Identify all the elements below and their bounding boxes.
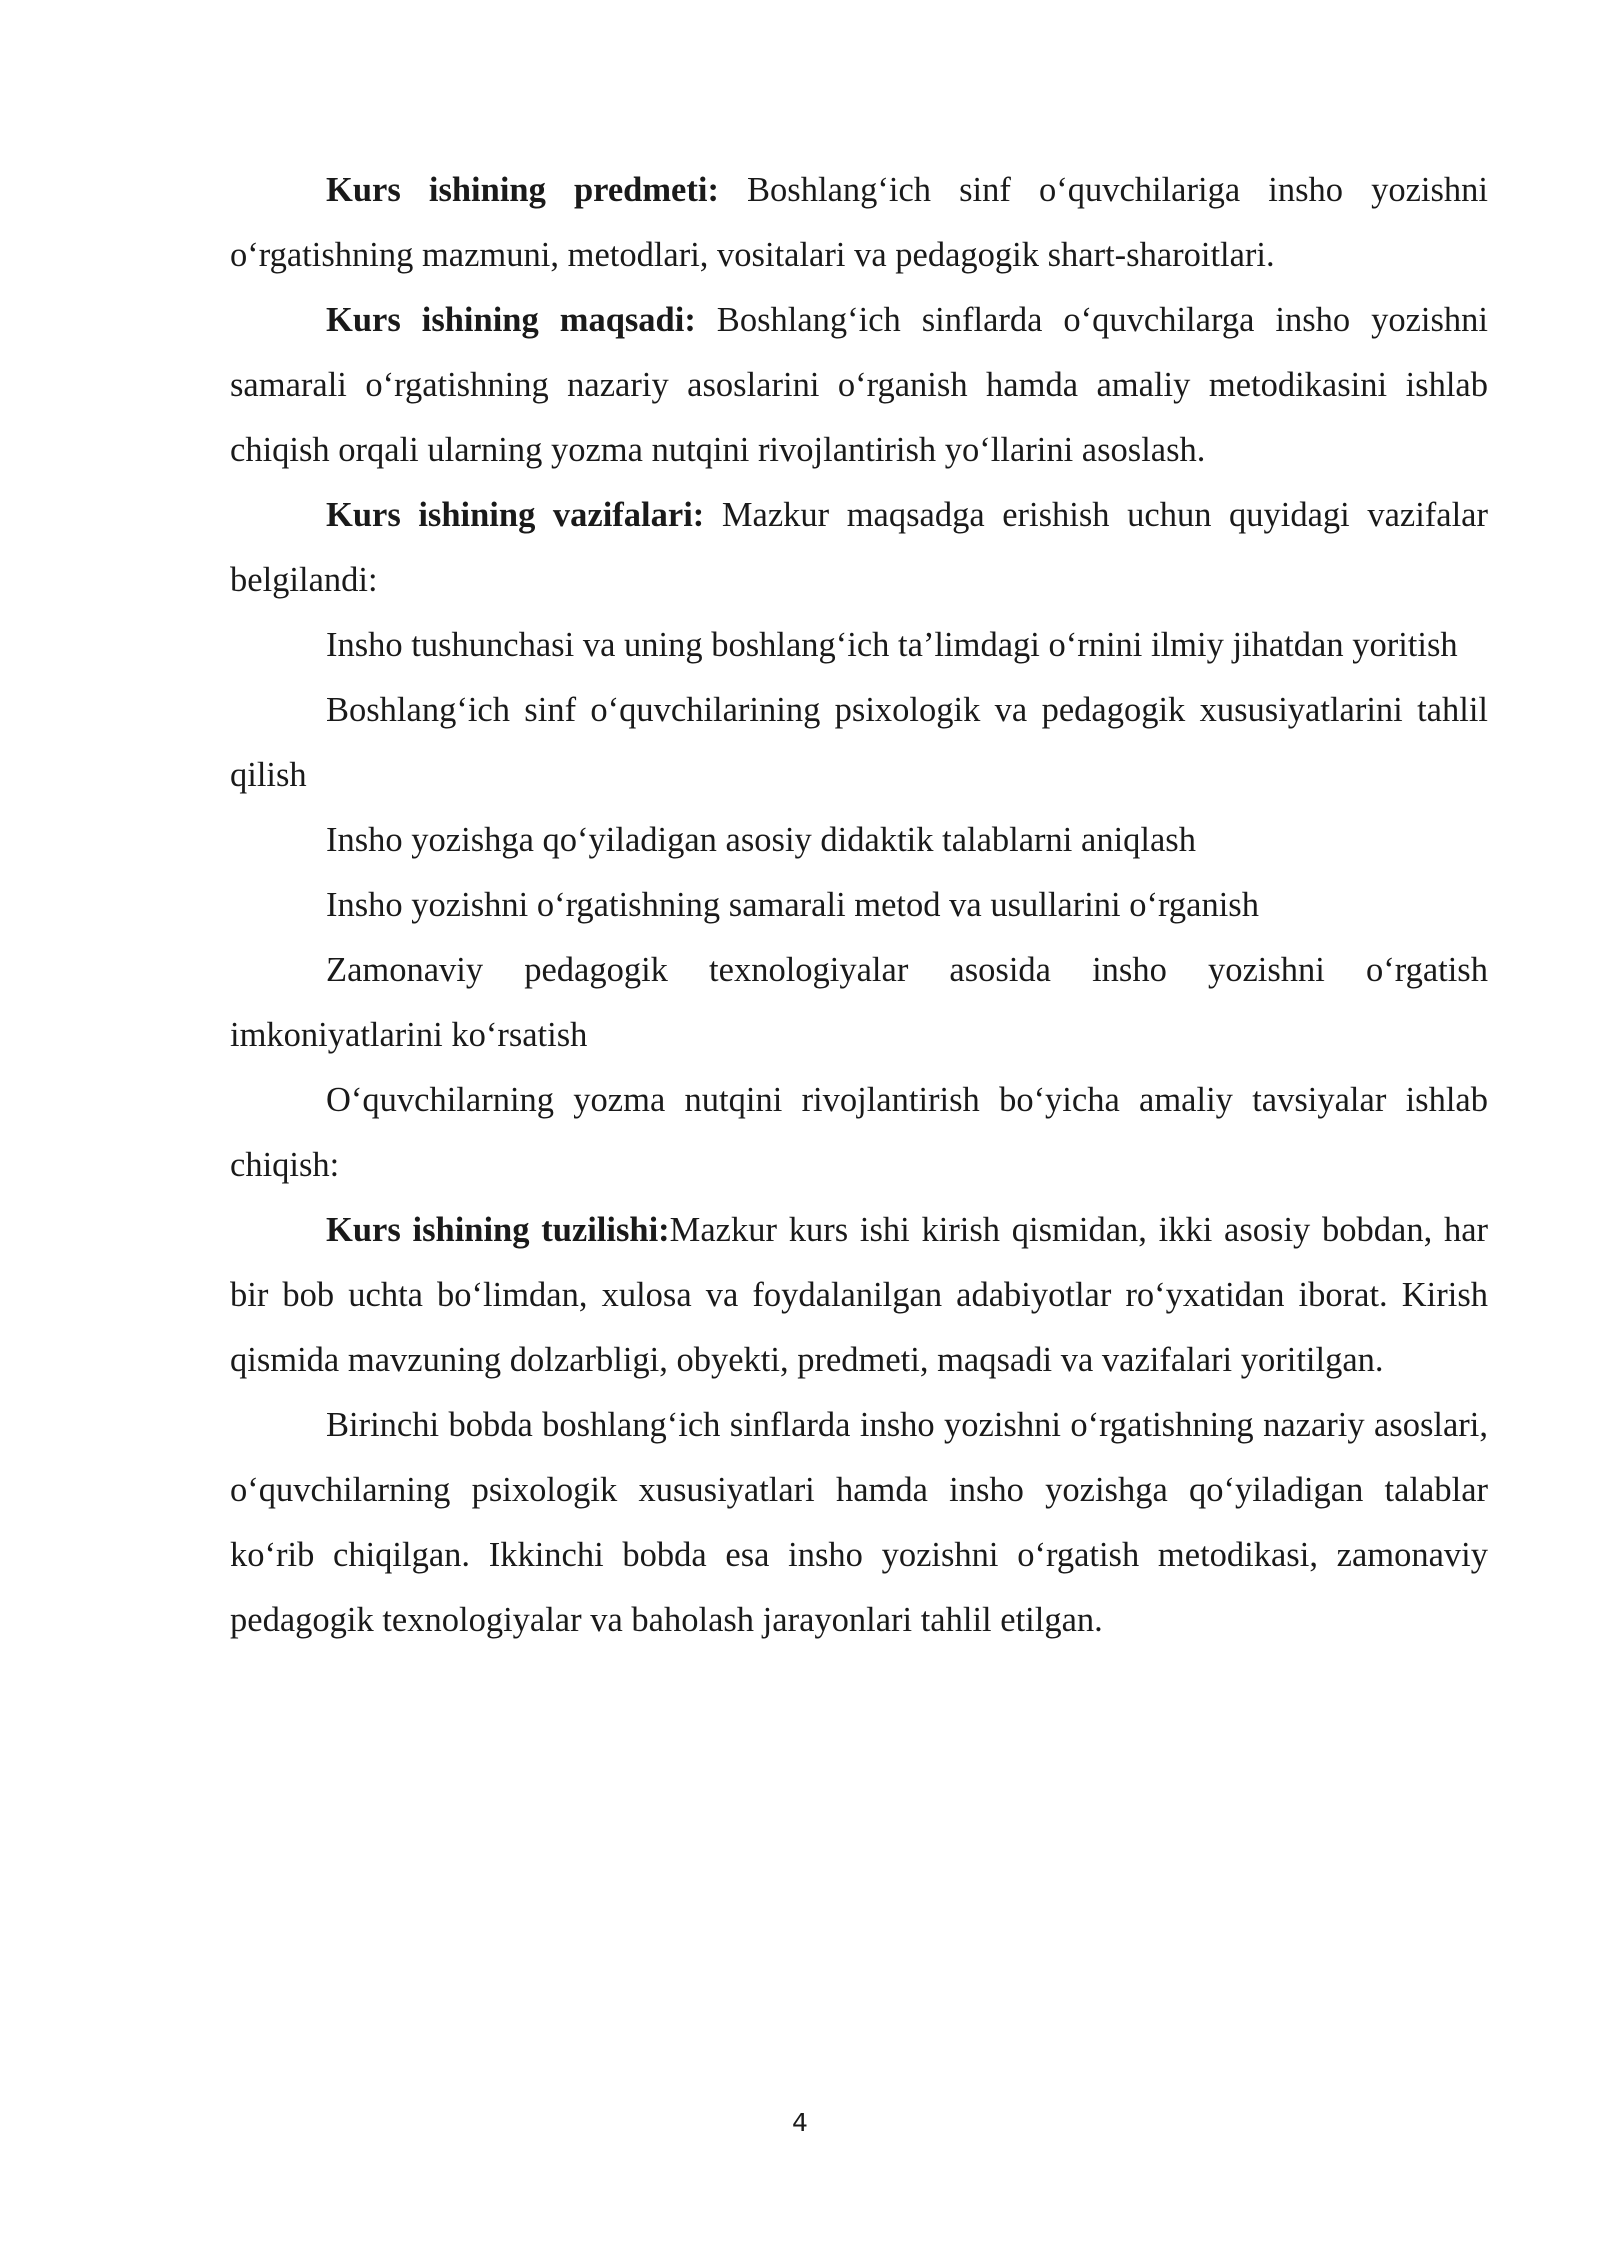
paragraph-text: Boshlang‘ich sinf o‘quvchilariga insho yozishni o‘rgatishning mazmuni, metodlari, vositalari va pedagogik shart-sharoitlari. xyxy=(230,171,1488,274)
paragraph-text: O‘quvchilarning yozma nutqini rivojlantirish bo‘yicha amaliy tavsiyalar ishlab chiqish: xyxy=(230,1081,1488,1184)
paragraph-lead: Kurs ishining tuzilishi: xyxy=(326,1211,670,1249)
paragraph-subject xyxy=(230,158,1488,288)
paragraph-text: Insho tushunchasi va uning boshlang‘ich ta’limdagi o‘rnini ilmiy jihatdan yoritish xyxy=(326,626,1458,664)
paragraph-lead: Kurs ishining vazifalari: xyxy=(326,496,705,534)
paragraph-chapters xyxy=(230,1393,1488,1653)
paragraph-text: Insho yozishni o‘rgatishning samarali metod va usullarini o‘rganish xyxy=(326,886,1259,924)
page-number: 4 xyxy=(792,2108,808,2137)
paragraph-structure xyxy=(230,1198,1488,1393)
paragraph-text: Zamonaviy pedagogik texnologiyalar asosida insho yozishni o‘rgatish imkoniyatlarini ko‘rsatish xyxy=(230,951,1488,1054)
paragraph-text: Mazkur maqsadga erishish uchun quyidagi vazifalar belgilandi: xyxy=(230,496,1488,599)
paragraph-text: Boshlang‘ich sinflarda o‘quvchilarga insho yozishni samarali o‘rgatishning nazariy asoslarini o‘rganish hamda amaliy metodikasini ishlab chiqish orqali ularning yozma nutqini rivojlantirish yo‘llarini asoslash. xyxy=(230,301,1488,469)
task-item xyxy=(230,873,1488,938)
paragraph-goal xyxy=(230,288,1488,483)
paragraph-lead: Kurs ishining predmeti: xyxy=(326,171,719,209)
paragraph-text: Insho yozishga qo‘yiladigan asosiy didaktik talablarni aniqlash xyxy=(326,821,1196,859)
paragraph-text: Mazkur kurs ishi kirish qismidan, ikki asosiy bobdan, har bir bob uchta bo‘limdan, xulosa va foydalanilgan adabiyotlar ro‘yxatidan iborat. Kirish qismida mavzuning dolzarbligi, obyekti, predmeti, maqsadi va vazifalari yoritilgan. xyxy=(230,1211,1489,1379)
task-item xyxy=(230,1068,1488,1198)
task-item xyxy=(230,808,1488,873)
paragraph-text: Birinchi bobda boshlang‘ich sinflarda insho yozishni o‘rgatishning nazariy asoslari, o‘quvchilarning psixologik xususiyatlari hamda insho yozishga qo‘yiladigan talablar ko‘rib chiqilgan. Ikkinchi bobda esa insho yozishni o‘rgatish metodikasi, zamonaviy pedagogik texnologiyalar va baholash jarayonlari tahlil etilgan. xyxy=(230,1406,1488,1639)
page-body xyxy=(230,158,1488,1653)
paragraph-tasks xyxy=(230,483,1488,613)
task-item xyxy=(230,938,1488,1068)
paragraph-text: Boshlang‘ich sinf o‘quvchilarining psixologik va pedagogik xususiyatlarini tahlil qilish xyxy=(230,691,1488,794)
task-item xyxy=(230,678,1488,808)
paragraph-lead: Kurs ishining maqsadi: xyxy=(326,301,696,339)
task-item xyxy=(230,613,1488,678)
